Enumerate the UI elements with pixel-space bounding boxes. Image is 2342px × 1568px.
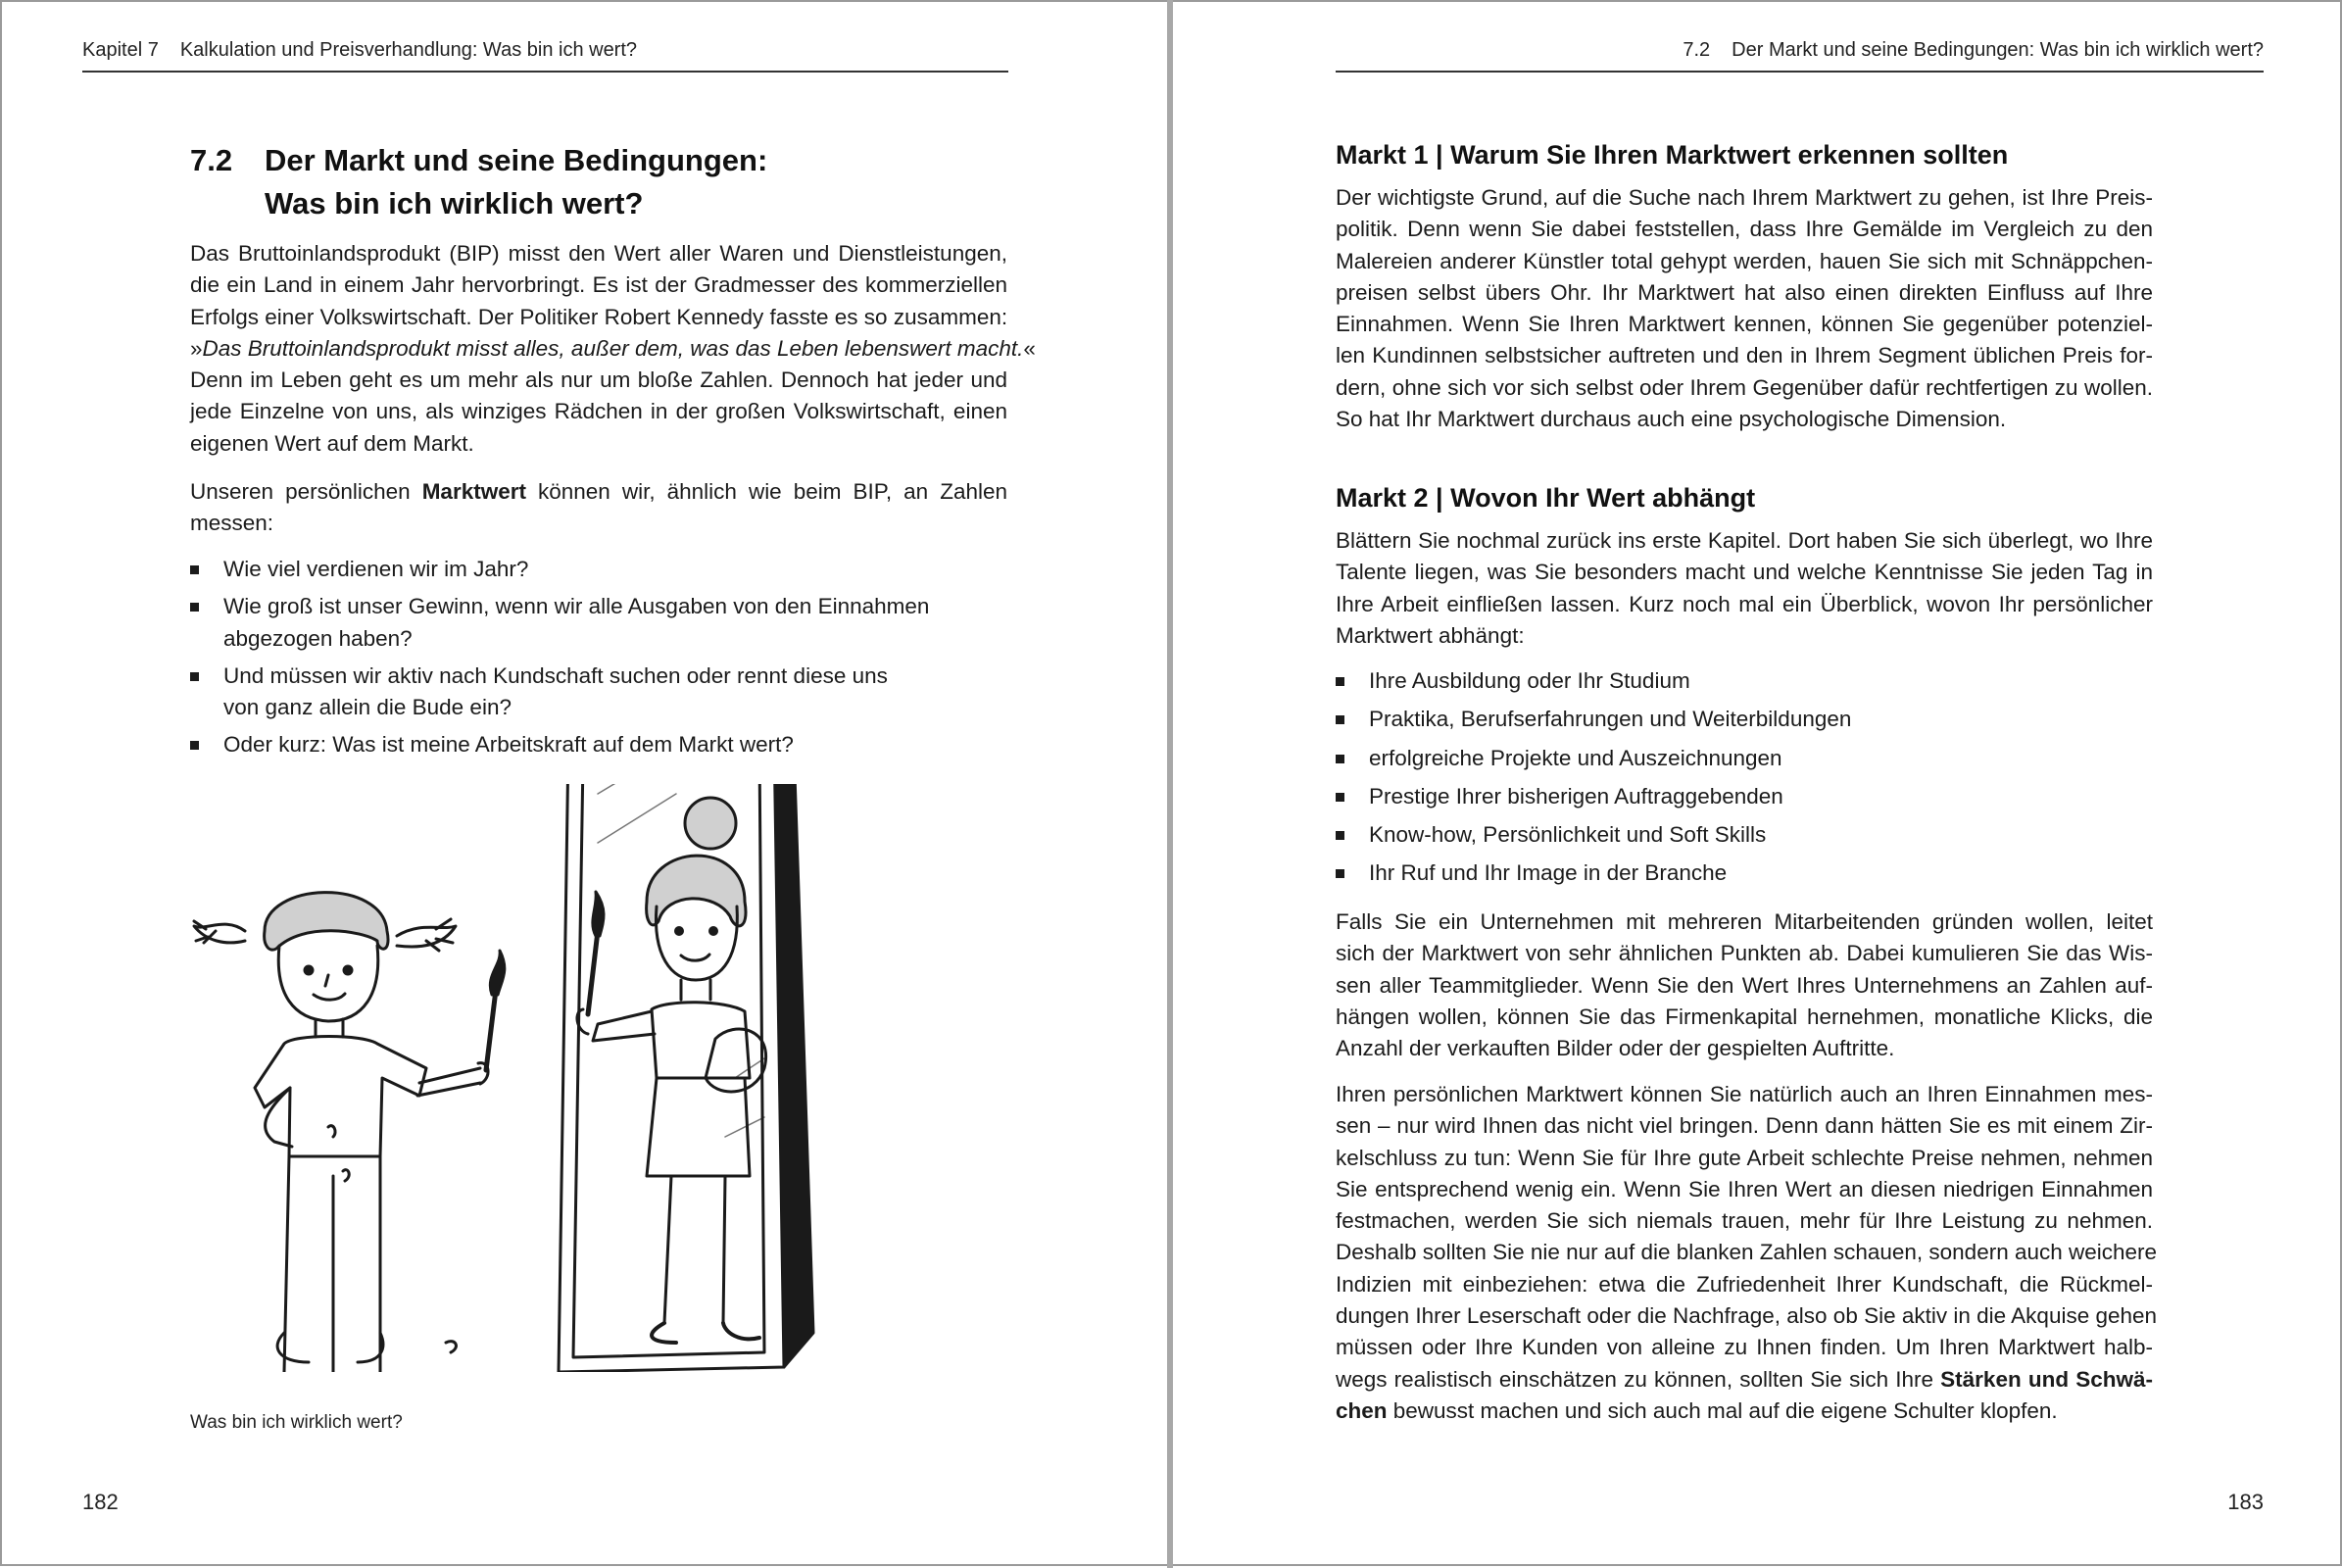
- text-line: sich der Marktwert von sehr ähnlichen Punkten ab. Dabei kumulieren Sie das Wis-: [1336, 941, 2153, 966]
- text-line: Unseren persönlichen Marktwert können wir, ähnlich wie beim BIP, an Zahlen: [190, 479, 1007, 504]
- text-line: hängen wollen, können Sie das Firmenkapital hernehmen, monatliche Klicks, die: [1336, 1004, 2153, 1029]
- list-item: Ihre Ausbildung oder Ihr Studium: [1336, 665, 2153, 697]
- text-line: sen – nur wird Ihnen das nicht viel bringen. Denn dann hätten Sie es mit einem Zir-: [1336, 1113, 2153, 1139]
- text-line: So hat Ihr Marktwert durchaus auch eine psychologische Dimension.: [1336, 407, 2007, 432]
- markt2-heading: Markt 2 | Wovon Ihr Wert abhängt: [1336, 483, 1756, 513]
- figure-caption: Was bin ich wirklich wert?: [190, 1412, 403, 1433]
- text-line: preisen selbst übers Ohr. Ihr Marktwert hat also einen direkten Einfluss auf Ihre: [1336, 279, 2153, 305]
- running-head-title: Der Markt und seine Bedingungen: Was bin ich wirklich wert?: [1732, 39, 2264, 61]
- text-line: Ihre Arbeit einfließen lassen. Kurz noch mal ein Überblick, wovon Ihr persönlicher: [1336, 591, 2153, 616]
- text-line: Deshalb sollten Sie nie nur auf die blanken Zahlen schauen, sondern auch weichere: [1336, 1240, 2158, 1265]
- text-line: Blättern Sie nochmal zurück ins erste Kapitel. Dort haben Sie sich überlegt, wo Ihre: [1336, 528, 2153, 553]
- list-item: Ihr Ruf und Ihr Image in der Branche: [1336, 858, 2153, 889]
- text-line: festmachen, werden Sie sich niemals trauen, mehr für Ihre Leistung zu nehmen.: [1336, 1208, 2153, 1234]
- kennedy-quote: Das Bruttoinlandsprodukt misst alles, außer dem, was das Leben lebenswert macht.: [202, 335, 1024, 361]
- text-line: Malereien anderer Künstler total gehypt werden, hauen Sie sich mit Schnäppchen-: [1336, 248, 2153, 273]
- text-line: politik. Denn wenn Sie dabei feststellen, dass Ihre Gemälde im Vergleich zu den: [1336, 217, 2153, 242]
- text-line: len Kundinnen selbstsicher auftreten und den in Ihrem Segment üblichen Preis for-: [1336, 343, 2153, 368]
- text-line: Erfolgs einer Volkswirtschaft. Der Politiker Robert Kennedy fasste es so zusammen:: [190, 304, 1008, 329]
- text-line: messen:: [190, 511, 274, 536]
- list-item: Und müssen wir aktiv nach Kundschaft suchen oder rennt diese uns von ganz allein die Bude ein?: [190, 661, 1007, 724]
- page-number-left: 182: [82, 1490, 119, 1514]
- running-head-number: 7.2: [1683, 39, 1711, 61]
- text-line: die ein Land in einem Jahr hervorbringt. Es ist der Gradmesser des kommerziellen: [190, 272, 1007, 298]
- quote-open: »: [190, 335, 203, 361]
- section-heading-line1: Der Markt und seine Bedingungen:: [265, 143, 768, 177]
- text-line: chen bewusst machen und sich auch mal auf die eigene Schulter klopfen.: [1336, 1397, 2058, 1423]
- text-line: Sie entsprechend wenig ein. Wenn Sie Ihren Wert an diesen niedrigen Einnahmen: [1336, 1176, 2153, 1201]
- section-heading-line2: Was bin ich wirklich wert?: [265, 186, 644, 220]
- list-item: Oder kurz: Was ist meine Arbeitskraft auf dem Markt wert?: [190, 729, 1007, 760]
- list-item: Wie viel verdienen wir im Jahr?: [190, 554, 1007, 585]
- text-line: Ihren persönlichen Marktwert können Sie natürlich auch an Ihren Einnahmen mes-: [1336, 1082, 2153, 1106]
- text-line: sen aller Teammitglieder. Wenn Sie den Wert Ihres Unternehmens an Zahlen auf-: [1336, 972, 2153, 998]
- text-line: kelschluss zu tun: Wenn Sie für Ihre gute Arbeit schlechte Preise nehmen, nehmen: [1336, 1145, 2153, 1170]
- text-line: Anzahl der verkauften Bilder oder der gespielten Auftritte.: [1336, 1036, 1895, 1061]
- text-line: wegs realistisch einschätzen zu können, sollten Sie sich Ihre Stärken und Schwä-: [1336, 1366, 2153, 1392]
- section-number: 7.2: [190, 143, 233, 177]
- right-page-border: [1173, 0, 2342, 1566]
- list-item: Prestige Ihrer bisherigen Auftraggebenden: [1336, 781, 2153, 812]
- quote-close: «: [1023, 335, 1036, 361]
- schwaechen-term: chen: [1336, 1397, 1388, 1423]
- text-line: Das Bruttoinlandsprodukt (BIP) misst den Wert aller Waren und Dienstleistungen,: [190, 241, 1007, 266]
- list-item: erfolgreiche Projekte und Auszeichnungen: [1336, 743, 2153, 774]
- text-line: Denn im Leben geht es um mehr als nur um bloße Zahlen. Dennoch hat jeder und: [190, 368, 1007, 393]
- text-line: jede Einzelne von uns, als winziges Rädchen in der großen Volkswirtschaft, einen: [190, 399, 1007, 424]
- book-spine: [1167, 0, 1173, 1568]
- text-line: Falls Sie ein Unternehmen mit mehreren Mitarbeitenden gründen wollen, leitet: [1336, 909, 2153, 934]
- text-line: Marktwert abhängt:: [1336, 622, 1525, 648]
- text-line: Einnahmen. Wenn Sie Ihren Marktwert kennen, können Sie gegenüber potenziel-: [1336, 312, 2153, 337]
- text-line: Indizien mit einbeziehen: etwa die Zufriedenheit Ihrer Kundschaft, die Rückmel-: [1336, 1271, 2153, 1297]
- running-head-title: Kalkulation und Preisverhandlung: Was bin ich wert?: [179, 39, 638, 61]
- running-head-chapter: Kapitel 7: [82, 39, 159, 61]
- page-number-right: 183: [2227, 1490, 2264, 1514]
- markt1-heading: Markt 1 | Warum Sie Ihren Marktwert erkennen sollten: [1336, 140, 2009, 170]
- text-line: dungen Ihrer Leserschaft oder die Nachfrage, also ob Sie aktiv in die Akquise gehen: [1336, 1303, 2158, 1329]
- list-item: Know-how, Persönlichkeit und Soft Skills: [1336, 819, 2153, 851]
- text-line: dern, ohne sich vor sich selbst oder Ihrem Gegenüber dafür rechtfertigen zu wollen.: [1336, 374, 2153, 400]
- text-line: eigenen Wert auf dem Markt.: [190, 430, 474, 456]
- text-line: Der wichtigste Grund, auf die Suche nach Ihrem Marktwert zu gehen, ist Ihre Preis-: [1336, 185, 2153, 210]
- list-item: Wie groß ist unser Gewinn, wenn wir alle Ausgaben von den Einnahmen abgezogen haben?: [190, 591, 1007, 655]
- marktwert-term: Marktwert: [421, 479, 526, 504]
- left-page-border: [0, 0, 1169, 1566]
- text-line: Talente liegen, was Sie besonders macht und welche Kenntnisse Sie jeden Tag in: [1336, 560, 2153, 585]
- staerken-term: Stärken und Schwä-: [1940, 1366, 2153, 1392]
- list-item: Praktika, Berufserfahrungen und Weiterbildungen: [1336, 704, 2153, 735]
- text-line: müssen oder Ihre Kunden von alleine zu Ihnen finden. Um Ihren Marktwert halb-: [1336, 1335, 2153, 1360]
